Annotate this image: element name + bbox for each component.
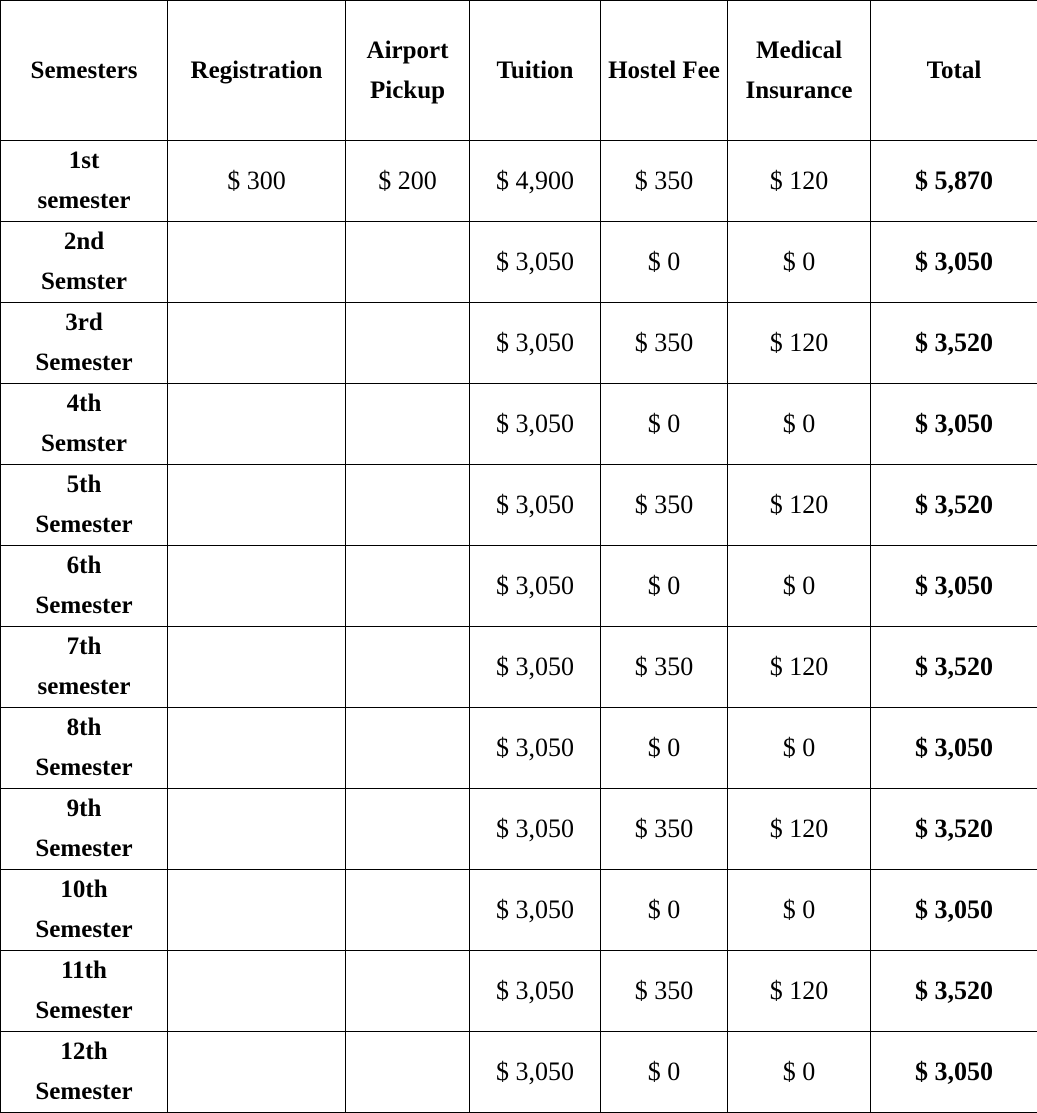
- medical-insurance-cell: $ 0: [728, 870, 871, 951]
- header-row: [1, 1, 1037, 141]
- tuition-cell: $ 3,050: [470, 222, 601, 303]
- semester-cell: 1st semester: [1, 141, 168, 222]
- semester-cell: 8th Semester: [1, 708, 168, 789]
- header-registration: Registration: [168, 1, 346, 141]
- airport-pickup-cell: [346, 870, 470, 951]
- tuition-cell: $ 4,900: [470, 141, 601, 222]
- registration-cell: [168, 303, 346, 384]
- registration-cell: [168, 870, 346, 951]
- header-tuition: Tuition: [470, 1, 601, 141]
- tuition-cell: $ 3,050: [470, 303, 601, 384]
- table-row: [1, 627, 1037, 708]
- registration-cell: [168, 708, 346, 789]
- registration-cell: [168, 546, 346, 627]
- total-cell: $ 3,520: [871, 303, 1037, 384]
- medical-insurance-cell: $ 0: [728, 222, 871, 303]
- medical-insurance-cell: $ 0: [728, 708, 871, 789]
- semester-cell: 9th Semester: [1, 789, 168, 870]
- medical-insurance-cell: $ 0: [728, 384, 871, 465]
- registration-cell: [168, 627, 346, 708]
- tuition-cell: $ 3,050: [470, 1032, 601, 1113]
- registration-cell: [168, 222, 346, 303]
- airport-pickup-cell: [346, 708, 470, 789]
- tuition-cell: $ 3,050: [470, 951, 601, 1032]
- airport-pickup-cell: [346, 1032, 470, 1113]
- medical-insurance-cell: $ 120: [728, 951, 871, 1032]
- hostel-fee-cell: $ 0: [601, 870, 728, 951]
- semester-cell: 7th semester: [1, 627, 168, 708]
- header-semesters: Semesters: [1, 1, 168, 141]
- hostel-fee-cell: $ 0: [601, 708, 728, 789]
- airport-pickup-cell: [346, 951, 470, 1032]
- medical-insurance-cell: $ 120: [728, 303, 871, 384]
- hostel-fee-cell: $ 350: [601, 303, 728, 384]
- table-row: [1, 141, 1037, 222]
- registration-cell: $ 300: [168, 141, 346, 222]
- semester-cell: 12th Semester: [1, 1032, 168, 1113]
- table-row: [1, 1032, 1037, 1113]
- medical-insurance-cell: $ 120: [728, 627, 871, 708]
- medical-insurance-cell: $ 120: [728, 141, 871, 222]
- registration-cell: [168, 465, 346, 546]
- total-cell: $ 3,050: [871, 870, 1037, 951]
- table-row: [1, 384, 1037, 465]
- medical-insurance-cell: $ 120: [728, 789, 871, 870]
- table-row: [1, 789, 1037, 870]
- header-airport-pickup: Airport Pickup: [346, 1, 470, 141]
- semester-cell: 4th Semster: [1, 384, 168, 465]
- tuition-cell: $ 3,050: [470, 789, 601, 870]
- tuition-cell: $ 3,050: [470, 465, 601, 546]
- total-cell: $ 3,050: [871, 708, 1037, 789]
- airport-pickup-cell: [346, 384, 470, 465]
- airport-pickup-cell: [346, 627, 470, 708]
- header-total: Total: [871, 1, 1037, 141]
- airport-pickup-cell: [346, 465, 470, 546]
- semester-cell: 3rd Semester: [1, 303, 168, 384]
- table-row: [1, 708, 1037, 789]
- semester-cell: 5th Semester: [1, 465, 168, 546]
- hostel-fee-cell: $ 350: [601, 789, 728, 870]
- medical-insurance-cell: $ 120: [728, 465, 871, 546]
- tuition-cell: $ 3,050: [470, 708, 601, 789]
- airport-pickup-cell: [346, 546, 470, 627]
- semester-cell: 11th Semester: [1, 951, 168, 1032]
- total-cell: $ 3,050: [871, 384, 1037, 465]
- semester-cell: 2nd Semster: [1, 222, 168, 303]
- medical-insurance-cell: $ 0: [728, 1032, 871, 1113]
- total-cell: $ 3,520: [871, 951, 1037, 1032]
- table-row: [1, 222, 1037, 303]
- table-row: [1, 465, 1037, 546]
- hostel-fee-cell: $ 350: [601, 141, 728, 222]
- table-body: [1, 141, 1037, 1113]
- table-row: [1, 951, 1037, 1032]
- tuition-cell: $ 3,050: [470, 627, 601, 708]
- tuition-cell: $ 3,050: [470, 546, 601, 627]
- hostel-fee-cell: $ 0: [601, 546, 728, 627]
- total-cell: $ 3,520: [871, 789, 1037, 870]
- tuition-cell: $ 3,050: [470, 384, 601, 465]
- header-hostel-fee: Hostel Fee: [601, 1, 728, 141]
- hostel-fee-cell: $ 0: [601, 1032, 728, 1113]
- registration-cell: [168, 1032, 346, 1113]
- total-cell: $ 3,520: [871, 465, 1037, 546]
- registration-cell: [168, 789, 346, 870]
- table-row: [1, 303, 1037, 384]
- registration-cell: [168, 384, 346, 465]
- airport-pickup-cell: [346, 789, 470, 870]
- airport-pickup-cell: $ 200: [346, 141, 470, 222]
- total-cell: $ 3,050: [871, 546, 1037, 627]
- airport-pickup-cell: [346, 303, 470, 384]
- registration-cell: [168, 951, 346, 1032]
- total-cell: $ 3,050: [871, 1032, 1037, 1113]
- semester-cell: 10th Semester: [1, 870, 168, 951]
- semester-cell: 6th Semester: [1, 546, 168, 627]
- total-cell: $ 3,520: [871, 627, 1037, 708]
- airport-pickup-cell: [346, 222, 470, 303]
- total-cell: $ 3,050: [871, 222, 1037, 303]
- medical-insurance-cell: $ 0: [728, 546, 871, 627]
- hostel-fee-cell: $ 0: [601, 222, 728, 303]
- hostel-fee-cell: $ 350: [601, 627, 728, 708]
- hostel-fee-cell: $ 350: [601, 465, 728, 546]
- hostel-fee-cell: $ 0: [601, 384, 728, 465]
- table-row: [1, 546, 1037, 627]
- header-medical-insurance: Medical Insurance: [728, 1, 871, 141]
- table-header: [1, 1, 1037, 141]
- table-row: [1, 870, 1037, 951]
- hostel-fee-cell: $ 350: [601, 951, 728, 1032]
- tuition-cell: $ 3,050: [470, 870, 601, 951]
- total-cell: $ 5,870: [871, 141, 1037, 222]
